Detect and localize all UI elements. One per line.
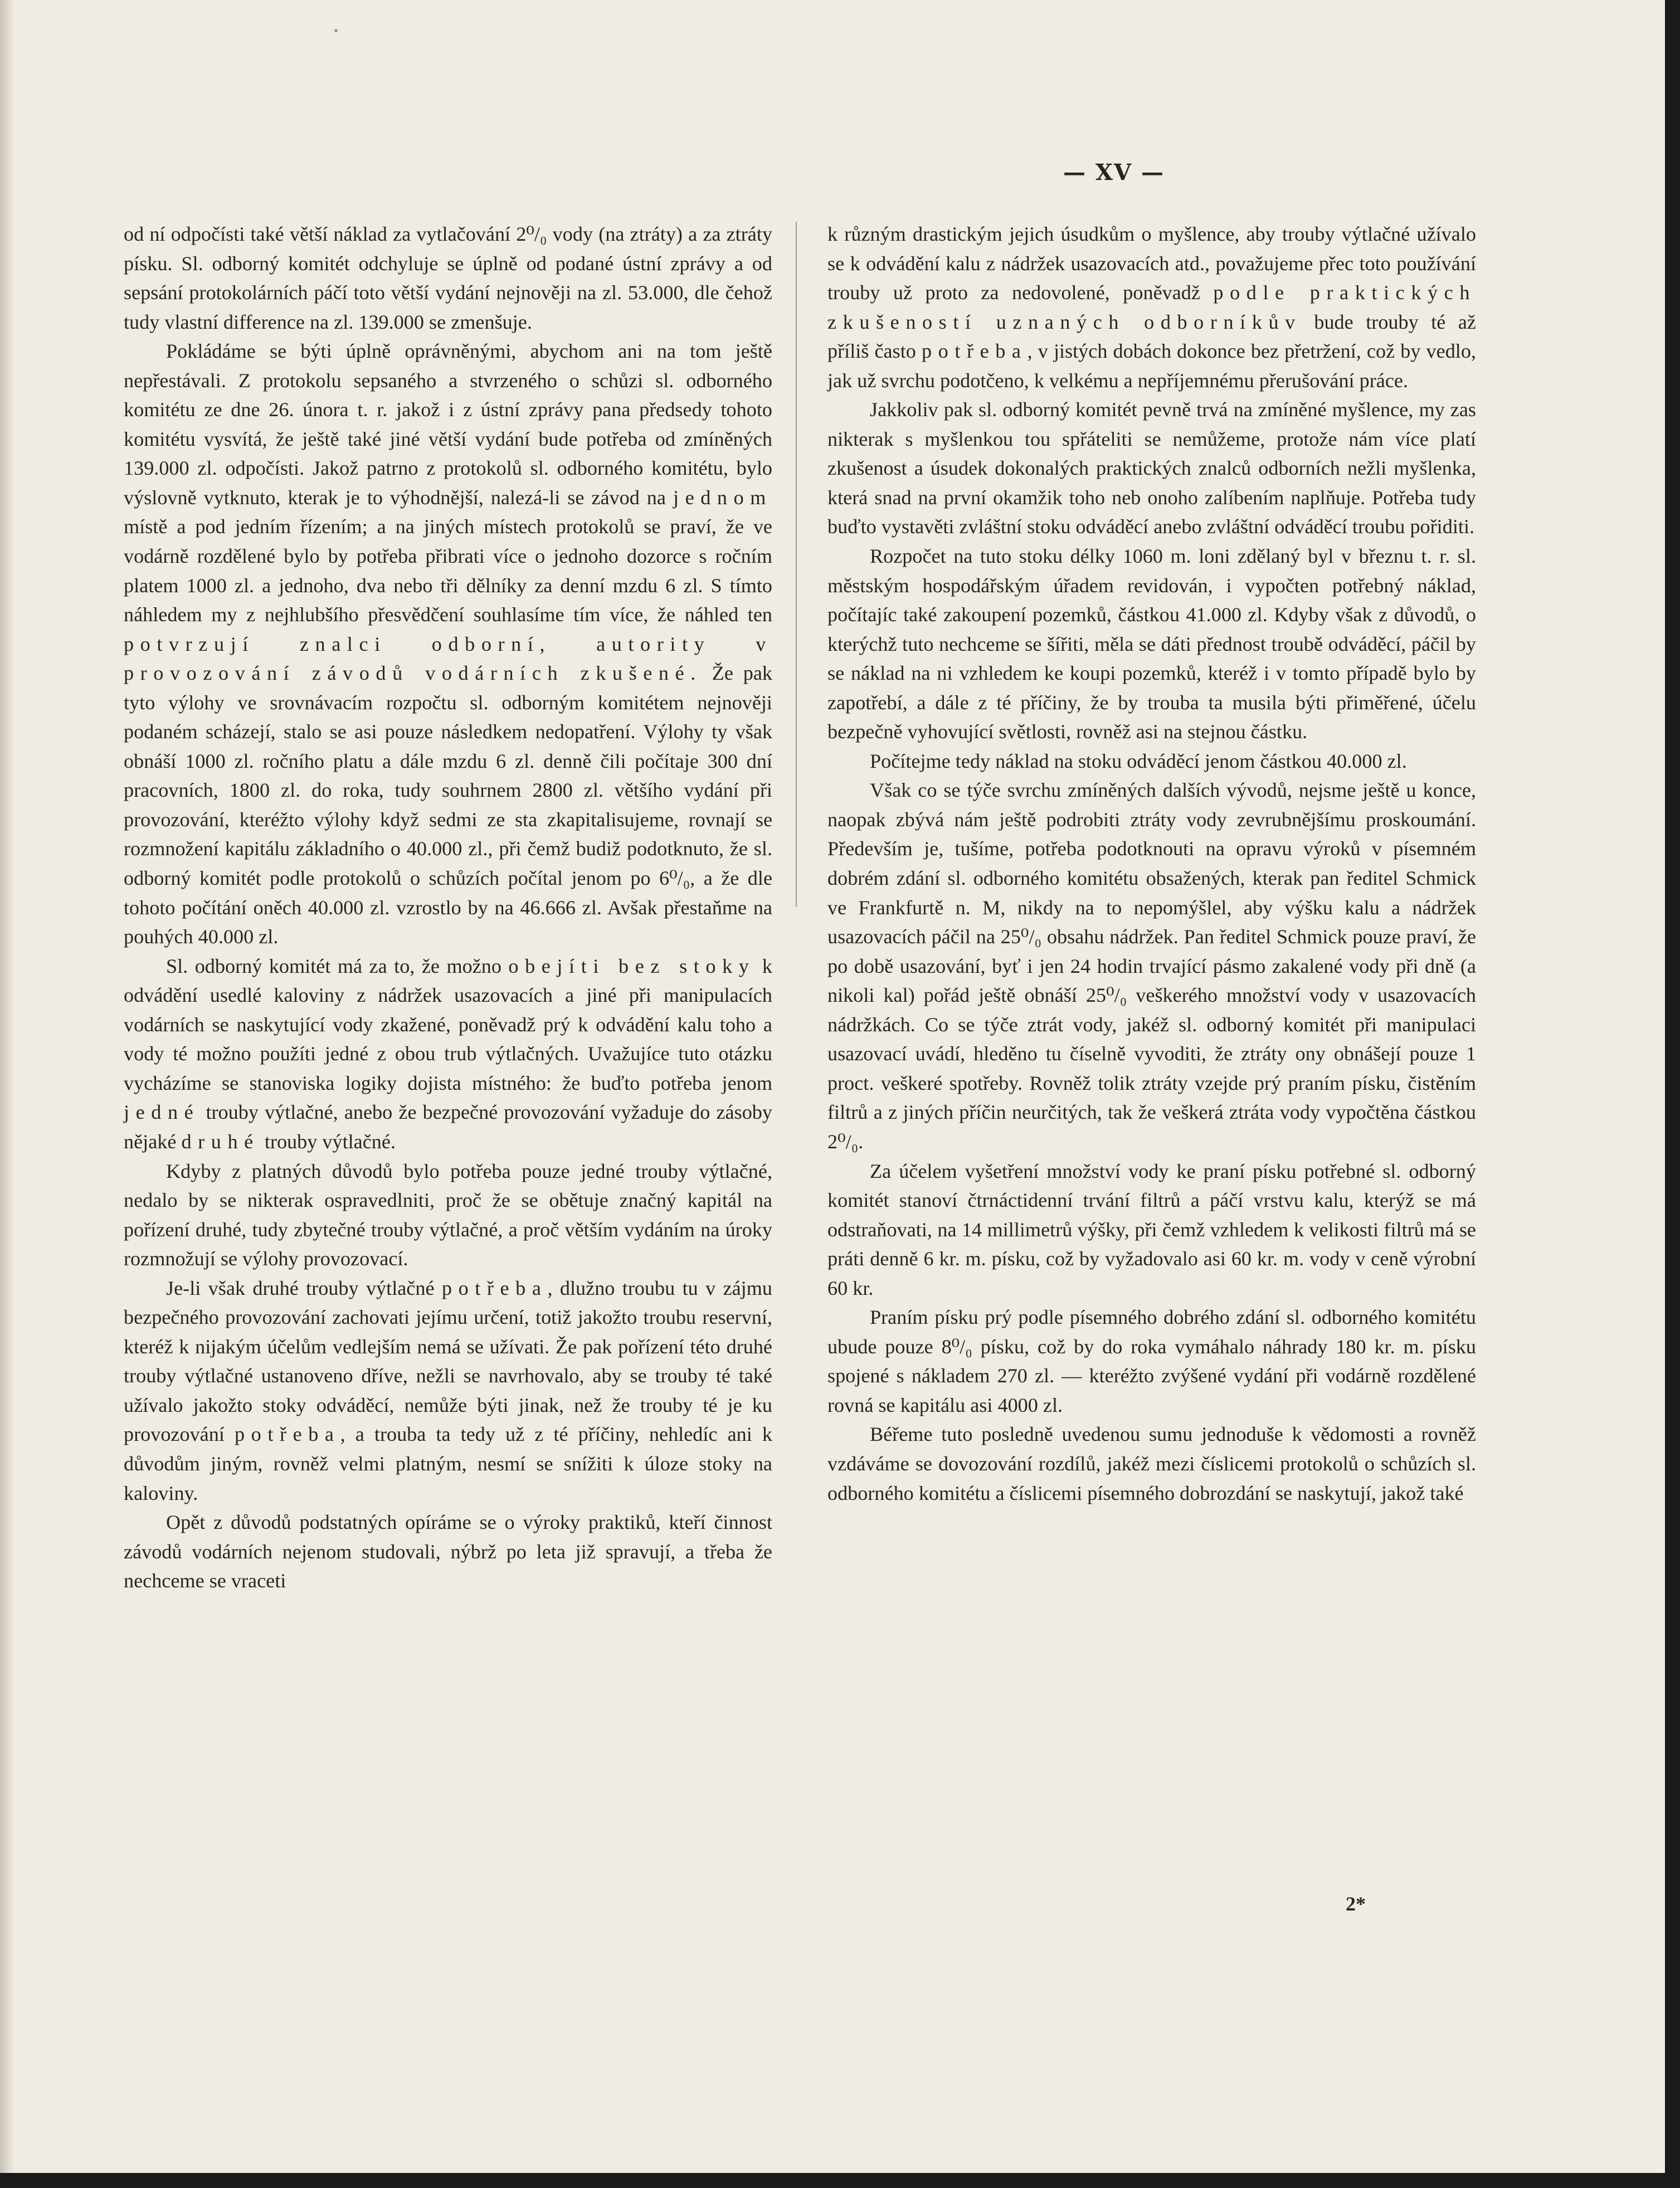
paper-speck: [334, 29, 338, 32]
text-run: místě a pod jedním řízením; a na jiných místech protokolů se praví, že ve vodárně rozdělené bylo by potřeba přibrati více o jednoho dozorce s ročním platem 1000 zl. a jednoho, dva nebo tři dělníky za denní mzdu 6 zl. S tímto náhledem my z nejhlubšího přesvědčení souhlasíme tím více, že náhled ten: [124, 515, 772, 626]
text-run: , a trouba ta tedy už z té příčiny, nehledíc ani k důvodům jiným, rovněž velmi platným, nesmí se snížiti k úloze stoky na kaloviny.: [124, 1423, 772, 1504]
emphasized-text: potřeba: [234, 1423, 340, 1446]
paragraph: [124, 337, 772, 951]
signature-mark: 2*: [1346, 1893, 1366, 1915]
text-run: k různým drastickým jejich úsudkům o myšlence, aby trouby výtlačné užívalo se k odvádění kalu z nádržek usazovacích atd., považujeme přec toto používání trouby už proto za nedovolené, poněvadž: [827, 223, 1476, 304]
text-run: Počítejme tedy náklad na stoku odváděcí jenom částkou 40.000 zl.: [870, 749, 1407, 772]
text-run: Sl. odborný komitét má za to, že možno: [166, 954, 509, 977]
paragraph: [827, 220, 1476, 395]
text-run: Béřeme tuto posledně uvedenou sumu jednoduše k vědomosti a rovněž vzdáváme se dovozování rozdílů, jakéž mezi číslicemi protokolů o schůzích sl. odborného komitétu a číslicemi písemného dobrozdání se naskytují, jakož také: [827, 1423, 1476, 1504]
emphasized-text: potřeba: [441, 1276, 548, 1299]
text-run: Opět z důvodů podstatných opíráme se o výroky praktiků, kteří činnost závodů vodárních nejenom studovali, nýbrž po leta již spravují, a třeba že nechceme se vraceti: [124, 1511, 772, 1592]
paragraph: [124, 952, 772, 1157]
text-run: k odvádění usedlé kaloviny z nádržek usazovacích a jiné při manipulacích vodárních se naskytující vody zkažené, poněvadž prý k odvádění kalu toho a vody té možno použíti jedné z obou trub výtlačných. Uvažujíce tuto otázku vycházíme se stanoviska logiky dojista místného: že buďto potřeba jenom: [124, 954, 772, 1094]
text-run: Rozpočet na tuto stoku délky 1060 m. loni zdělaný byl v březnu t. r. sl. městským hospodářským úřadem revidován, i vypočten potřebný náklad, počítajíc také zakoupení pozemků, částkou 41.000 zl. Kdyby však z důvodů, o kterýchž tuto nechceme se šířiti, měla se dáti přednost troubě odváděcí, páčil by se náklad na ni vzhledem ke koupi pozemků, kteréž i v tomto případě bylo by zapotřebí, a dále z té příčiny, že by trouba ta musila býti přiměřené, účelu bezpečně vyhovující světlosti, rovněž asi na stejnou částku.: [827, 545, 1476, 743]
text-run: trouby výtlačné.: [259, 1130, 396, 1153]
paragraph: [827, 395, 1476, 542]
page-header: [0, 159, 1665, 186]
text-run: Pokládáme se býti úplně oprávněnými, abychom ani na tom ještě nepřestávali. Z protokolu sepsaného a stvrzeného o schůzi sl. odborného komitétu ze dne 26. února t. r. jakož i z ústní zprávy pana předsedy tohoto komitétu vysvítá, že ještě také jiné větší vydání bude potřeba od zmíněných 139.000 zl. odpočísti. Jakož patrno z protokolů sl. odborného komitétu, bylo výslovně vytknuto, kterak je to výhodnější, nalezá-li se závod na: [124, 340, 772, 509]
text-run: Praním písku prý podle písemného dobrého zdání sl. odborného komitétu ubude pouze 8⁰/₀ písku, což by do roka vymáhalo náhrady 180 kr. m. písku spojené s nákladem 270 zl. — kteréžto zvýšené vydání při vodárně rozdělené rovná se kapitálu asi 4000 zl.: [827, 1306, 1476, 1416]
text-run: od ní odpočísti také větší náklad za vytlačování 2⁰/₀ vody (na ztráty) a za ztráty písku. Sl. odborný komitét odchyluje se úplně od podané ústní zprávy a od sepsání protokolárních páčí toto větší vydání nejnověji na zl. 53.000, dle čehož tudy vlastní difference na zl. 139.000 se zmenšuje.: [124, 223, 772, 333]
paragraph: [827, 1303, 1476, 1420]
emphasized-text: druhé: [181, 1130, 260, 1153]
text-run: Je-li však druhé trouby výtlačné: [166, 1276, 442, 1299]
text-run: Že pak tyto výlohy ve srovnávacím rozpočtu sl. odborným komitétem nejnověji podaném scházejí, stalo se asi pouze následkem nedopatření. Výlohy ty však obnáší 1000 zl. ročního platu a dále mzdu 6 zl. denně čili počítaje 300 dní pracovních, 1800 zl. do roka, tudy souhrnem 2800 zl. většího vydání při provozování, kteréžto výlohy když sedmi ze sta zkapitalisujeme, rovnají se rozmnožení kapitálu základního o 40.000 zl., při čemž budiž podotknuto, že sl. odborný komitét podle protokolů o schůzích počítal jenom po 6⁰/₀, a že dle tohoto počítání oněch 40.000 zl. vzrostlo by na 46.666 zl. Avšak přestaňme na pouhých 40.000 zl.: [124, 662, 772, 948]
paragraph: [124, 220, 772, 337]
emphasized-text: jednom: [673, 486, 772, 509]
text-run: , dlužno troubu tu v zájmu bezpečného provozování zachovati jejímu určení, totiž jakožto troubu reservní, kteréž k nijakým účelům vedlejším nemá se užívati. Že pak pořízení této druhé trouby výtlačné ustanoveno dříve, nežli se navrhovalo, aby se trouby té také užívalo jakožto stoky odváděcí, nemůže býti jinak, než že trouby té je ku provozování: [124, 1276, 772, 1446]
text-run: Však co se týče svrchu zmíněných dalších vývodů, nejsme ještě u konce, naopak zbývá nám ještě podrobiti ztráty vody zevrubnějšímu proskoumání. Především je, tušíme, potřeba podotknouti na opravu výroků v písemném dobrém zdání sl. odborného komitétu obsažených, kterak pan ředitel Schmick ve Frankfurtě n. M, nikdy na to nepomýšlel, aby výšku kalu a nádržek usazovacích páčil na 25⁰/₀ obsahu nádržek. Pan ředitel Schmick pouze praví, že po době usazování, byť i jen 24 hodin trvající pásmo zakalené vody při dně (a nikoli kal) pořád ještě obnáší 25⁰/₀ veškerého množství vody v usazovacích nádržkách. Co se týče ztrát vody, jakéž sl. odborný komitét při manipulaci usazovací uvádí, hleděno tu číselně vyvoditi, že ztráty ony obnášejí pouze 1 proct. veškeré spotřeby. Rovněž tolik ztráty vzejde prý praním písku, čistěním filtrů a z jiných příčin neurčitých, tak že veškerá ztráta vody vypočtěna částkou 2⁰/₀.: [827, 779, 1476, 1153]
paragraph: [124, 1157, 772, 1274]
paragraph: [827, 542, 1476, 747]
text-run: bude trouby té až příliš často: [827, 310, 1476, 363]
page-number: — XV —: [1063, 159, 1165, 186]
paragraph: [827, 1157, 1476, 1303]
right-column: [827, 220, 1476, 1508]
paragraph: [124, 1508, 772, 1596]
text-run: , v jistých dobách dokonce bez přetržení, což by vedlo, jak už svrchu podotčeno, k velkému a nepříjemnému přerušování práce.: [827, 340, 1476, 392]
page-binding-shadow: [0, 0, 14, 2173]
paragraph: [827, 747, 1476, 776]
emphasized-text: obejíti bez stoky: [508, 954, 756, 977]
emphasized-text: potvrzují znalci odborní, autority v provozování závodů vodárních zkušené.: [124, 632, 772, 685]
left-column: [124, 220, 772, 1596]
paragraph: [827, 776, 1476, 1156]
paragraph: [827, 1420, 1476, 1508]
text-run: Kdyby z platných důvodů bylo potřeba pouze jedné trouby výtlačné, nedalo by se nikterak ospravedlniti, proč že se obětuje značný kapitál na pořízení druhé, tudy zbytečné trouby výtlačné, a proč větším vydáním na úroky rozmnožují se výlohy provozovací.: [124, 1159, 772, 1270]
paragraph: [124, 1274, 772, 1508]
column-divider: [796, 222, 797, 907]
emphasized-text: podle praktických zkušeností uznaných odborníkův: [827, 281, 1477, 333]
text-run: Za účelem vyšetření množství vody ke praní písku potřebné sl. odborný komitét stanoví čtrnáctidenní trvání filtrů a páčí vrstvu kalu, kterýž se má odstraňovati, na 14 millimetrů výšky, při čemž vzhledem k velikosti filtrů má se práti denně 6 kr. m. písku, což by vyžadovalo asi 60 kr. m. vody v ceně výrobní 60 kr.: [827, 1159, 1476, 1299]
text-run: Jakkoliv pak sl. odborný komitét pevně trvá na zmíněné myšlence, my zas nikterak s myšlenkou tou spřáteliti se nemůžeme, protože nám více platí zkušenost a úsudek dokonalých praktických znalců odborních nežli myšlenka, která snad na první okamžik toho neb onoho zalíbením naplňuje. Potřeba tudy buďto vystavěti zvláštní stoku odváděcí anebo zvláštní odváděcí troubu pořiditi.: [827, 398, 1476, 538]
emphasized-text: potřeba: [921, 340, 1028, 363]
text-run: trouby výtlačné, anebo že bezpečné provozování vyžaduje do zásoby nějaké: [124, 1101, 772, 1153]
emphasized-text: jedné: [124, 1101, 200, 1124]
